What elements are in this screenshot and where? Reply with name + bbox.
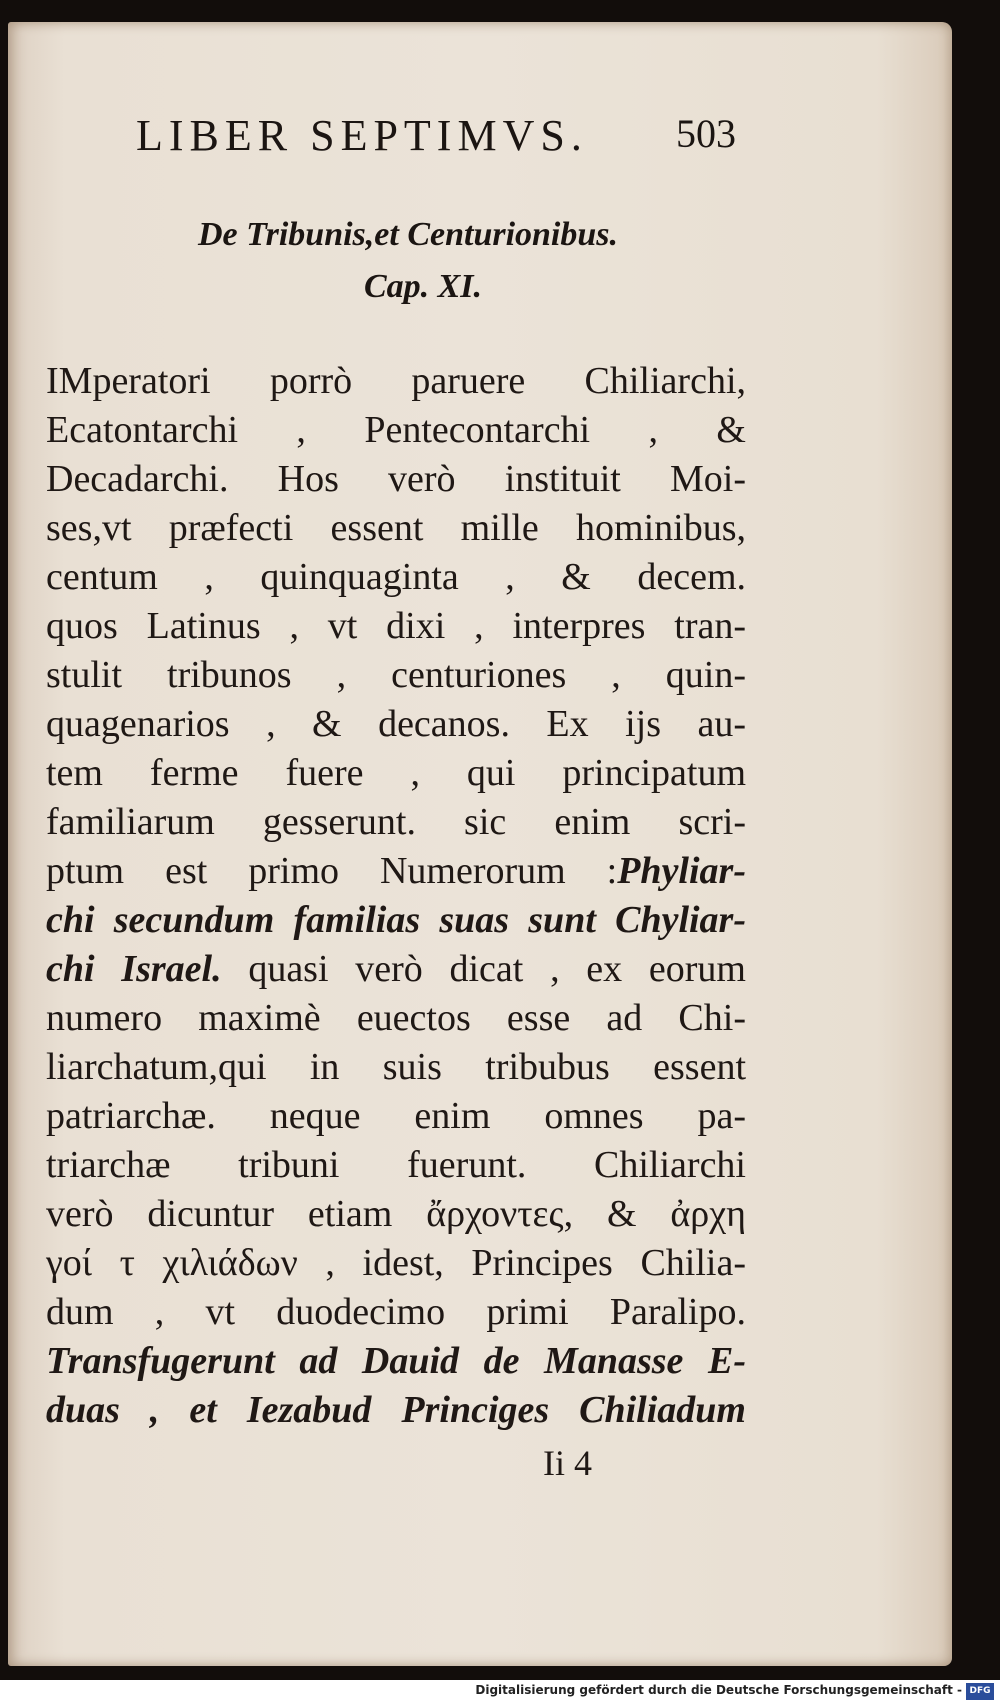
text-segment: quasi verò dicat , ex eorum bbox=[248, 948, 746, 990]
signature-mark: Ii 4 bbox=[543, 1443, 592, 1483]
text-line: familiarum gesserunt. sic enim scri- bbox=[46, 801, 746, 843]
body-text bbox=[46, 357, 746, 1435]
text-line: verò dicuntur etiam ἄρχοντες, & ἀρχη bbox=[46, 1193, 746, 1235]
text-line: Transfugerunt ad Dauid de Manasse E- bbox=[46, 1340, 746, 1382]
page-header bbox=[136, 110, 736, 166]
funding-credit: Digitalisierung gefördert durch die Deutsche Forschungsgemeinschaft - bbox=[475, 1683, 962, 1697]
dfg-logo-icon: DFG bbox=[966, 1683, 994, 1700]
text-line: stulit tribunos , centuriones , quin- bbox=[46, 654, 746, 696]
text-line: numero maximè euectos esse ad Chi- bbox=[46, 997, 746, 1039]
text-line: Ecatontarchi , Pentecontarchi , & bbox=[46, 409, 746, 451]
text-line: quos Latinus , vt dixi , interpres tran- bbox=[46, 605, 746, 647]
text-line bbox=[46, 945, 746, 994]
text-line: quagenarios , & decanos. Ex ijs au- bbox=[46, 703, 746, 745]
text-line: IMperatori porrò paruere Chiliarchi, bbox=[46, 360, 746, 402]
page-number: 503 bbox=[676, 111, 736, 156]
text-line: ses,vt præfecti essent mille hominibus, bbox=[46, 507, 746, 549]
text-segment: ptum est primo Numerorum : bbox=[46, 850, 618, 892]
text-line: triarchæ tribuni fuerunt. Chiliarchi bbox=[46, 1144, 746, 1186]
text-line: liarchatum,qui in suis tribubus essent bbox=[46, 1046, 746, 1088]
text-line: tem ferme fuere , qui principatum bbox=[46, 752, 746, 794]
text-line: Decadarchi. Hos verò instituit Moi- bbox=[46, 458, 746, 500]
chapter-title: De Tribunis,et Centurionibus. bbox=[197, 216, 619, 253]
text-line: centum , quinquaginta , & decem. bbox=[46, 556, 746, 598]
footer-bar bbox=[0, 1680, 1000, 1704]
text-line bbox=[46, 847, 746, 896]
running-title: LIBER SEPTIMVS. bbox=[136, 111, 588, 160]
text-line: γοί τ χιλιάδων , idest, Principes Chilia- bbox=[46, 1242, 746, 1284]
text-line: patriarchæ. neque enim omnes pa- bbox=[46, 1095, 746, 1137]
italic-segment: chi Israel. bbox=[46, 948, 222, 990]
text-line: chi secundum familias suas sunt Chyliar- bbox=[46, 899, 746, 941]
italic-segment: Phyliar- bbox=[617, 850, 746, 892]
chapter-number: Cap. XI. bbox=[363, 268, 483, 305]
text-line: dum , vt duodecimo primi Paralipo. bbox=[46, 1291, 746, 1333]
book-page bbox=[8, 22, 952, 1666]
text-line: duas , et Iezabud Princiges Chiliadum bbox=[46, 1389, 746, 1431]
